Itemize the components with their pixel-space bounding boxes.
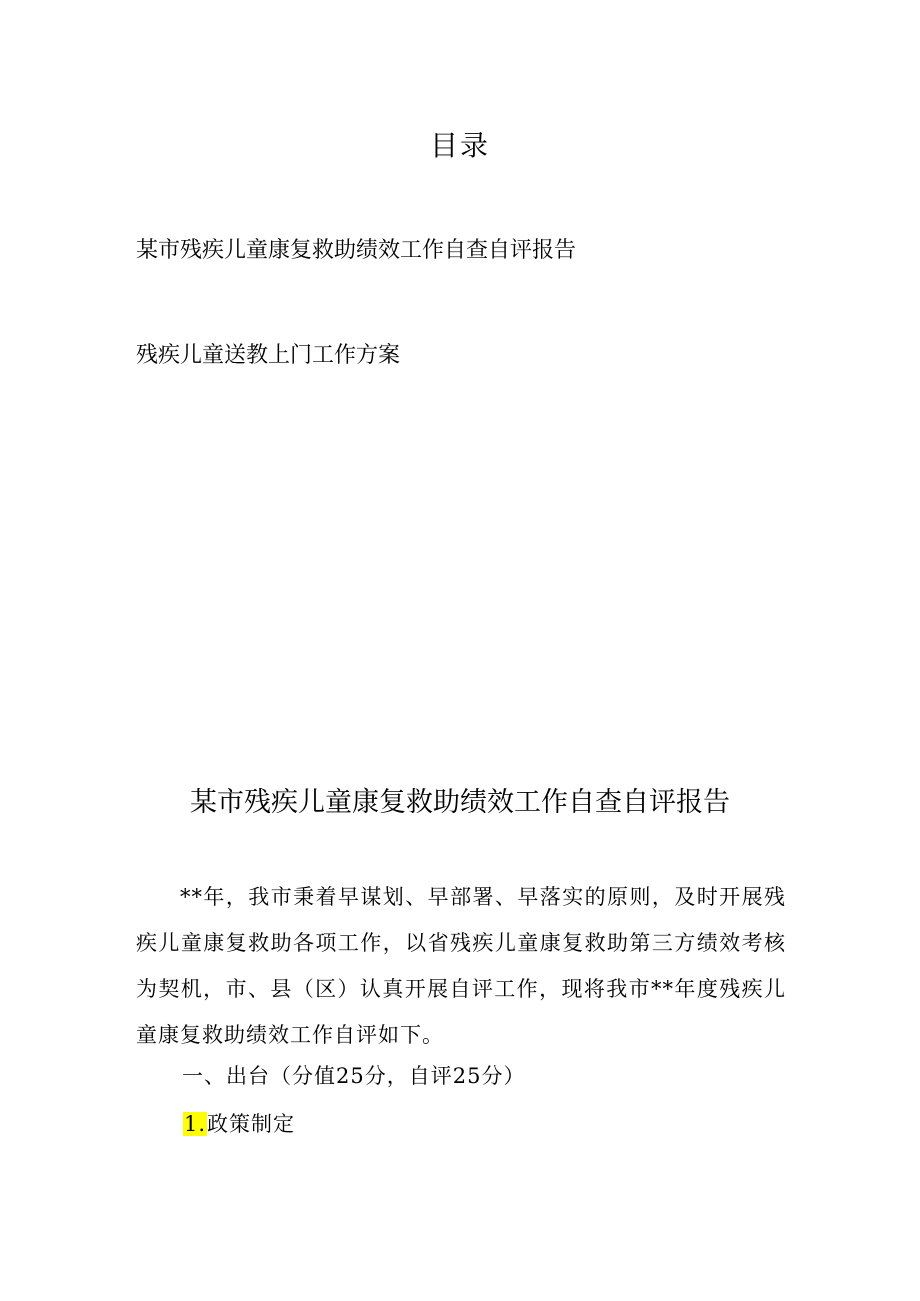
toc-item-home-education-plan[interactable]: 残疾儿童送教上门工作方案: [136, 343, 401, 368]
subsection-number-highlighted: 1.: [184, 1112, 207, 1136]
section-1-heading: 一、出台（分值25分，自评25分）: [182, 1064, 526, 1088]
subsection-title: 政策制定: [207, 1112, 296, 1136]
report-title: 某市残疾儿童康复救助绩效工作自查自评报告: [190, 787, 730, 818]
intro-paragraph: **年，我市秉着早谋划、早部署、早落实的原则，及时开展残疾儿童康复救助各项工作，以省残疾儿童康复救助第三方绩效考核为契机，市、县（区）认真开展自评工作，现将我市**年度残疾儿童康复救助绩效工作自评如下。: [136, 885, 786, 1047]
toc-title: 目录: [429, 129, 490, 162]
subsection-heading: [183, 1106, 295, 1142]
toc-item-self-evaluation-report[interactable]: 某市残疾儿童康复救助绩效工作自查自评报告: [136, 238, 577, 263]
